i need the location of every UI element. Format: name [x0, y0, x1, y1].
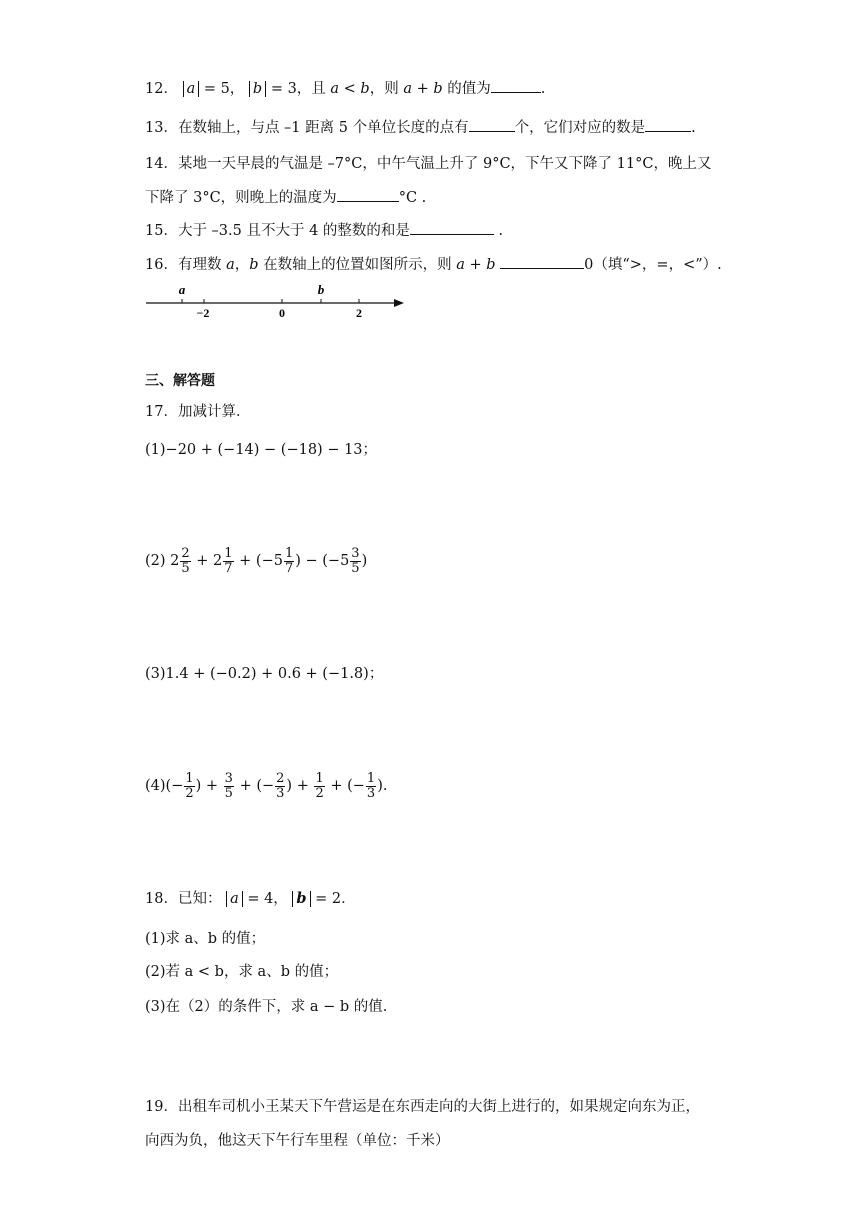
question-18-part-3: (3)在（2）的条件下，求 a − b 的值. [145, 999, 388, 1015]
operator: + 2 [196, 553, 223, 569]
denominator: 3 [366, 785, 376, 801]
question-17-part-1 [145, 440, 377, 460]
question-15 [145, 220, 503, 241]
numerator: 2 [181, 545, 190, 561]
fraction [184, 772, 194, 801]
question-12 [145, 78, 545, 99]
part-label: (1) [145, 442, 166, 458]
numerator: 1 [366, 770, 376, 786]
question-text: 18．已知： [145, 891, 222, 907]
expression: a + b [403, 81, 443, 97]
answer-blank [337, 187, 399, 202]
equation-text: = 2． [315, 891, 356, 907]
abs-b: b [249, 81, 266, 97]
answer-blank [500, 254, 584, 269]
answer-blank [645, 117, 691, 132]
expression: −20 + (−14) − (−18) − 13； [165, 442, 378, 458]
text: . [540, 81, 546, 97]
condition: a < b [330, 81, 370, 97]
question-text: 0（填“>，=，<”）. [584, 257, 722, 273]
text: . [691, 120, 696, 136]
fraction [180, 547, 190, 576]
answer-blank [469, 117, 515, 132]
numerator: 1 [284, 545, 294, 561]
question-17-part-4 [145, 771, 387, 801]
arrow-head-icon [394, 299, 404, 307]
text: 的值为 [447, 81, 491, 97]
text: °C . [398, 190, 427, 206]
variable-b: b [249, 257, 259, 273]
question-13 [145, 117, 696, 138]
fraction [284, 547, 294, 576]
abs-a: a [183, 81, 200, 97]
fraction [366, 772, 376, 801]
question-18 [145, 889, 356, 909]
fraction [350, 547, 360, 576]
question-14-line-2 [145, 187, 426, 208]
numerator: 2 [276, 770, 285, 786]
number-line-figure [140, 280, 420, 322]
expression: a + b [456, 257, 496, 273]
question-19-line-1: 19．出租车司机小王某天下午营运是在东西走向的大街上进行的，如果规定向东为正， [145, 1099, 700, 1115]
fraction [223, 547, 233, 576]
question-19-line-2: 向西为负，他这天下午行车里程（单位：千米） [145, 1133, 450, 1149]
denominator: 3 [276, 785, 285, 801]
answer-blank [491, 78, 541, 93]
operator: ). [377, 778, 388, 794]
numerator: 1 [224, 545, 233, 561]
equation-text: = 4， [247, 891, 288, 907]
operator: (− [165, 778, 184, 794]
question-text: 个，它们对应的数是 [514, 120, 646, 136]
operator: ) + [195, 778, 219, 794]
denominator: 7 [284, 560, 294, 576]
label-neg2: −2 [196, 306, 210, 320]
question-18-part-1: (1)求 a、b 的值； [145, 931, 266, 947]
question-16 [145, 254, 722, 275]
whole-number: 2 [170, 553, 180, 569]
label-2: 2 [356, 306, 362, 320]
part-label: (3) [145, 666, 166, 682]
text: . [498, 223, 504, 239]
numerator: 1 [315, 770, 324, 786]
denominator: 5 [351, 560, 360, 576]
text: ，则 [369, 81, 399, 97]
question-text: 13．在数轴上，与点 –1 距离 5 个单位长度的点有 [145, 120, 469, 136]
question-text: 15．大于 –3.5 且不大于 4 的整数的和是 [145, 223, 410, 239]
operator: + (− [330, 778, 365, 794]
label-0: 0 [279, 306, 285, 320]
section-title: 三、解答题 [145, 373, 215, 389]
operator: ) − (−5 [295, 553, 350, 569]
part-label: (2) [145, 553, 166, 569]
question-17-title: 17．加减计算． [145, 404, 251, 420]
operator: ) + [286, 778, 309, 794]
expression: 1.4 + (−0.2) + 0.6 + (−1.8)； [165, 666, 384, 682]
part-label: (4) [145, 778, 166, 794]
question-14-line-1: 14．某地一天早晨的气温是 –7°C，中午气温上升了 9°C，下午又下降了 11°C，晚上又 [145, 156, 712, 172]
question-18-part-2: (2)若 a < b，求 a、b 的值； [145, 964, 339, 980]
abs-a: a [226, 891, 243, 907]
question-17-part-3 [145, 664, 383, 684]
denominator: 5 [224, 785, 233, 801]
question-text: 在数轴上的位置如图所示，则 [263, 257, 452, 273]
denominator: 2 [185, 785, 194, 801]
abs-b: b [292, 891, 310, 907]
numerator: 1 [185, 770, 194, 786]
equation-text: = 3，且 [270, 81, 326, 97]
variable-a: a [226, 257, 235, 273]
equation-text: = 5， [203, 81, 245, 97]
fraction [224, 772, 234, 801]
answer-blank [410, 220, 494, 235]
label-a: a [178, 282, 186, 297]
fraction [314, 772, 324, 801]
fraction [275, 772, 285, 801]
question-number: 12． [145, 81, 178, 97]
question-17-part-2 [145, 546, 367, 576]
label-b: b [317, 282, 325, 297]
text: ， [234, 257, 250, 273]
denominator: 7 [224, 560, 233, 576]
numerator: 3 [351, 545, 360, 561]
numerator: 3 [224, 770, 233, 786]
operator: + (−5 [239, 553, 283, 569]
denominator: 5 [181, 560, 190, 576]
operator: + (− [239, 778, 275, 794]
operator: ) [361, 553, 368, 569]
denominator: 2 [315, 785, 324, 801]
question-text: 16．有理数 [145, 257, 222, 273]
question-text: 下降了 3°C，则晚上的温度为 [145, 190, 337, 206]
